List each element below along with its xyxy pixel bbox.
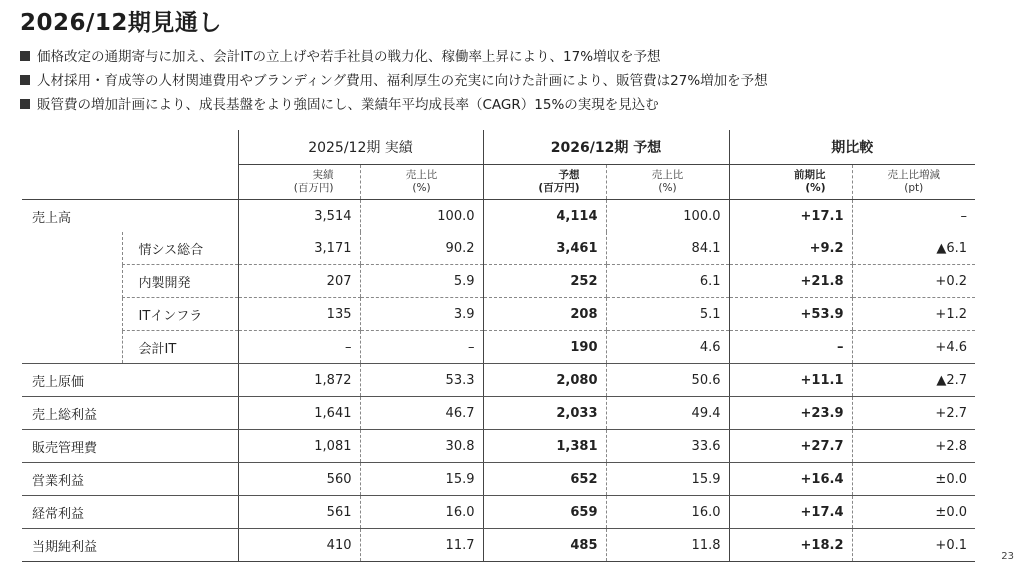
table-row (22, 331, 975, 364)
table-cell: 100.0 (360, 200, 483, 233)
table-cell: 11.8 (606, 529, 729, 562)
table-cell: 46.7 (360, 397, 483, 430)
table-row (22, 397, 975, 430)
table-row (22, 265, 975, 298)
table-cell: 49.4 (606, 397, 729, 430)
table-cell: 485 (483, 529, 606, 562)
table-cell: 252 (483, 265, 606, 298)
page-title: 2026/12期見通し (20, 10, 222, 36)
table-cell: 15.9 (360, 463, 483, 496)
financial-forecast-table (22, 130, 975, 562)
row-indent-spacer (22, 298, 122, 331)
row-label-spacer (122, 430, 238, 463)
subheader-cell: 前期比 (%) (729, 165, 852, 200)
table-cell: +17.1 (729, 200, 852, 233)
bullet-text: 販管費の増加計画により、成長基盤をより強固にし、業績年平均成長率（CAGR）15%の実現を見込む (37, 97, 659, 113)
table-body (22, 200, 975, 562)
table-cell: 1,872 (238, 364, 360, 397)
header-fy2025-actual: 2025/12期 実績 (238, 130, 483, 165)
bullet-text: 人材採用・育成等の人材関連費用やブランディング費用、福利厚生の充実に向けた計画により、販管費は27%増加を予想 (37, 73, 768, 89)
row-label-spacer (122, 496, 238, 529)
table-cell: 16.0 (360, 496, 483, 529)
table-cell: 5.1 (606, 298, 729, 331)
row-label: 当期純利益 (22, 529, 122, 562)
row-label: 経常利益 (22, 496, 122, 529)
table-cell: ±0.0 (852, 496, 975, 529)
table-cell: +18.2 (729, 529, 852, 562)
table-cell: 16.0 (606, 496, 729, 529)
table-row (22, 364, 975, 397)
table-row (22, 232, 975, 265)
table-cell: 207 (238, 265, 360, 298)
table-cell: 1,081 (238, 430, 360, 463)
table-cell: 561 (238, 496, 360, 529)
row-label: 売上総利益 (22, 397, 122, 430)
table-cell: 90.2 (360, 232, 483, 265)
table-cell: 190 (483, 331, 606, 364)
table-cell: 1,381 (483, 430, 606, 463)
subheader-cell: 売上比増減 (pt) (852, 165, 975, 200)
table-cell: +16.4 (729, 463, 852, 496)
table-cell: +0.1 (852, 529, 975, 562)
table-cell: +0.2 (852, 265, 975, 298)
table-cell: +23.9 (729, 397, 852, 430)
row-label: 会計IT (122, 331, 238, 364)
subheader-cell: 売上比 (%) (360, 165, 483, 200)
row-label: 内製開発 (122, 265, 238, 298)
table-cell: 50.6 (606, 364, 729, 397)
row-label: 売上原価 (22, 364, 122, 397)
table-cell: 100.0 (606, 200, 729, 233)
table-cell: – (360, 331, 483, 364)
row-label: 情シス総合 (122, 232, 238, 265)
table-cell: – (238, 331, 360, 364)
row-indent-spacer (22, 232, 122, 265)
table-cell: +27.7 (729, 430, 852, 463)
table-row (22, 298, 975, 331)
bullet-item (20, 69, 768, 93)
table-cell: 53.3 (360, 364, 483, 397)
table-sub-header (22, 165, 975, 200)
row-label-spacer (122, 200, 238, 233)
table-cell: +2.7 (852, 397, 975, 430)
table-cell: 4.6 (606, 331, 729, 364)
row-indent-spacer (22, 331, 122, 364)
table-cell: +21.8 (729, 265, 852, 298)
table-cell: 3,461 (483, 232, 606, 265)
row-label: 売上高 (32, 210, 72, 226)
row-label-spacer (122, 463, 238, 496)
table-cell: 135 (238, 298, 360, 331)
table-cell: 33.6 (606, 430, 729, 463)
table-cell: +4.6 (852, 331, 975, 364)
table-cell: 4,114 (483, 200, 606, 233)
row-label: 販売管理費 (22, 430, 122, 463)
table-cell: ±0.0 (852, 463, 975, 496)
row-indent-spacer (22, 265, 122, 298)
row-label-spacer (122, 364, 238, 397)
table-cell: 2,033 (483, 397, 606, 430)
table-cell: 2,080 (483, 364, 606, 397)
table-cell: +1.2 (852, 298, 975, 331)
table-cell: 84.1 (606, 232, 729, 265)
subheader-cell: 予想 (百万円) (483, 165, 606, 200)
square-bullet-icon (20, 99, 30, 109)
table-cell: ▲2.7 (852, 364, 975, 397)
row-label: 営業利益 (22, 463, 122, 496)
bullet-item (20, 45, 768, 69)
table-cell: ▲6.1 (852, 232, 975, 265)
table-cell: 3,514 (238, 200, 360, 233)
table-cell: 15.9 (606, 463, 729, 496)
table-cell: – (729, 331, 852, 364)
table-cell: 3.9 (360, 298, 483, 331)
table-cell: 30.8 (360, 430, 483, 463)
table-cell: 659 (483, 496, 606, 529)
table-cell: 652 (483, 463, 606, 496)
row-label-spacer (122, 529, 238, 562)
table-row (22, 529, 975, 562)
table-row (22, 430, 975, 463)
bullet-list (20, 45, 768, 117)
table-cell: 560 (238, 463, 360, 496)
table-cell: +17.4 (729, 496, 852, 529)
square-bullet-icon (20, 75, 30, 85)
table-cell: 208 (483, 298, 606, 331)
bullet-text: 価格改定の通期寄与に加え、会計ITの立上げや若手社員の戦力化、稼働率上昇により、17%増収を予想 (37, 49, 661, 65)
header-period-comparison: 期比較 (729, 130, 975, 165)
table-cell: – (852, 200, 975, 233)
table-group-header (22, 130, 975, 165)
table-cell: 410 (238, 529, 360, 562)
row-label: ITインフラ (122, 298, 238, 331)
table-cell: 3,171 (238, 232, 360, 265)
subheader-cell: 実績 (百万円) (238, 165, 360, 200)
table-row (22, 496, 975, 529)
page-number: 23 (1001, 551, 1014, 562)
bullet-item (20, 93, 768, 117)
table-cell: 5.9 (360, 265, 483, 298)
table-row (22, 200, 975, 233)
table-cell: 6.1 (606, 265, 729, 298)
table-cell: 1,641 (238, 397, 360, 430)
table-cell: +53.9 (729, 298, 852, 331)
row-label-spacer (122, 397, 238, 430)
table-cell: 11.7 (360, 529, 483, 562)
table-row (22, 463, 975, 496)
subheader-cell: 売上比 (%) (606, 165, 729, 200)
header-fy2026-forecast: 2026/12期 予想 (483, 130, 729, 165)
table-cell: +2.8 (852, 430, 975, 463)
table-cell: +11.1 (729, 364, 852, 397)
table-cell: +9.2 (729, 232, 852, 265)
square-bullet-icon (20, 51, 30, 61)
